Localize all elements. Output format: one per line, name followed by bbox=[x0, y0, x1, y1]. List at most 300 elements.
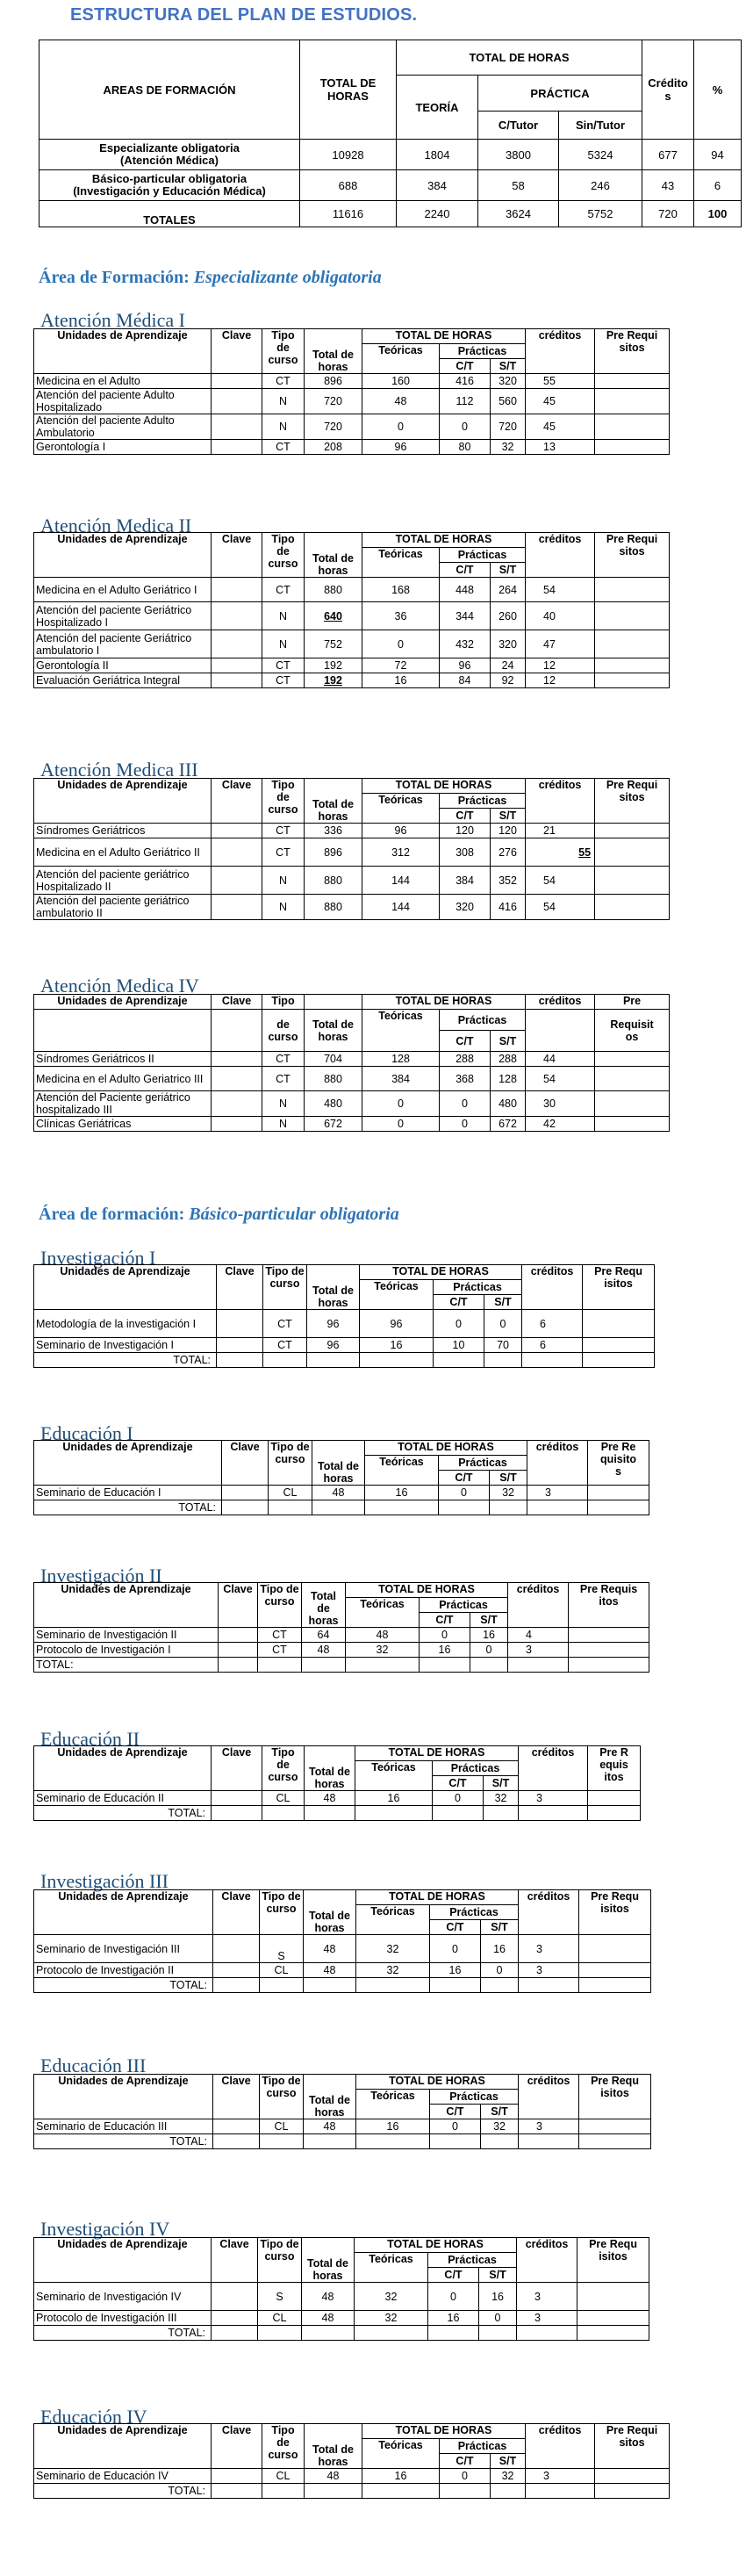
totals-row bbox=[34, 1978, 651, 1993]
clave-cell bbox=[212, 630, 262, 658]
creditos-cell: 3 bbox=[508, 1643, 569, 1658]
total-cell: 208 bbox=[305, 440, 362, 455]
tipo-cell: CT bbox=[262, 440, 305, 455]
header-clave: Clave bbox=[212, 779, 262, 824]
st-cell: 560 bbox=[491, 389, 526, 414]
header-clave: Clave bbox=[217, 1265, 263, 1310]
unit-name: Medicina en el Adulto bbox=[34, 374, 212, 389]
table-row bbox=[34, 1963, 651, 1978]
totals-row bbox=[34, 2484, 670, 2499]
tipo-cell: CL bbox=[269, 1486, 312, 1500]
header-pre: Pre Requisitos bbox=[595, 779, 670, 824]
unit-name: Atención del paciente Geriátrico Hospitalizado I bbox=[34, 602, 212, 630]
header-practicas: Prácticas bbox=[439, 1456, 527, 1471]
tipo-cell: CT bbox=[258, 1628, 302, 1643]
unit-name: Síndromes Geriátricos II bbox=[34, 1052, 212, 1067]
prerequisitos-cell bbox=[595, 602, 670, 630]
header-total: Total de horas bbox=[304, 1890, 356, 1935]
summary-cell-creditos: 677 bbox=[642, 140, 694, 170]
unit-name: Seminario de Investigación IV bbox=[34, 2283, 212, 2311]
totals-cell bbox=[434, 1353, 484, 1368]
header-pre: Pre Requisitos bbox=[595, 329, 670, 374]
prerequisitos-cell bbox=[595, 440, 670, 455]
totals-cell bbox=[588, 1500, 649, 1515]
clave-cell bbox=[212, 867, 262, 895]
tipo-cell: CT bbox=[263, 1338, 307, 1353]
ct-cell: 0 bbox=[440, 1091, 491, 1117]
summary-table bbox=[39, 40, 742, 227]
st-cell: 260 bbox=[491, 602, 526, 630]
header-creditos: créditos bbox=[508, 1583, 569, 1628]
table-row bbox=[34, 1935, 651, 1963]
totals-cell bbox=[302, 1658, 346, 1673]
unit-name: Protocolo de Investigación I bbox=[34, 1643, 219, 1658]
st-cell: 0 bbox=[481, 1963, 519, 1978]
header-st: S/T bbox=[479, 2268, 517, 2283]
teoricas-cell: 48 bbox=[362, 389, 440, 414]
header-clave: Clave bbox=[212, 2238, 258, 2283]
header-total-horas: TOTAL DE HORAS bbox=[356, 1890, 519, 1905]
clave-cell bbox=[212, 1067, 262, 1091]
header-st: S/T bbox=[470, 1613, 508, 1628]
summary-cell-area: Especializante obligatoria (Atención Médica) bbox=[39, 140, 300, 170]
st-cell: 352 bbox=[491, 867, 526, 895]
section-title: Educación I bbox=[40, 1422, 133, 1444]
summary-cell-ct: 58 bbox=[478, 170, 559, 201]
teoricas-cell: 0 bbox=[362, 1091, 440, 1117]
header-clave: Clave bbox=[213, 1890, 260, 1935]
table-row bbox=[34, 630, 670, 658]
header-pre: Pre Requisitos bbox=[579, 1890, 651, 1935]
header-total-horas: TOTAL DE HORAS bbox=[360, 1265, 522, 1280]
section-title: Investigación IV bbox=[40, 2218, 170, 2240]
header-total: Total de horas bbox=[307, 1265, 360, 1310]
summary-cell-st: 246 bbox=[559, 170, 642, 201]
header-pre: Pre Requisitos bbox=[579, 2075, 651, 2119]
header-clave: Clave bbox=[212, 533, 262, 578]
section-title: Investigación II bbox=[40, 1565, 162, 1587]
creditos-cell: 55 bbox=[526, 374, 595, 389]
tipo-cell: N bbox=[262, 630, 305, 658]
summary-row bbox=[39, 201, 742, 227]
ct-cell: 448 bbox=[440, 578, 491, 602]
teoricas-cell: 96 bbox=[362, 824, 440, 838]
ct-cell: 320 bbox=[440, 895, 491, 920]
creditos-cell: 3 bbox=[519, 1935, 579, 1963]
prerequisitos-cell bbox=[579, 1935, 651, 1963]
header-total-horas: TOTAL DE HORAS bbox=[362, 779, 526, 794]
tipo-cell: CL bbox=[260, 1963, 304, 1978]
teoricas-cell: 32 bbox=[355, 2311, 428, 2326]
table-row bbox=[34, 895, 670, 920]
header-clave: Clave bbox=[212, 329, 262, 374]
total-cell: 192 bbox=[305, 658, 362, 673]
unit-name: Seminario de Investigación I bbox=[34, 1338, 217, 1353]
st-cell: 720 bbox=[491, 414, 526, 440]
ct-cell: 432 bbox=[440, 630, 491, 658]
header-practicas: Prácticas bbox=[428, 2253, 517, 2268]
totals-cell bbox=[470, 1658, 508, 1673]
clave-cell bbox=[219, 1628, 258, 1643]
st-cell: 276 bbox=[491, 838, 526, 867]
prerequisitos-cell bbox=[579, 2119, 651, 2134]
total-cell: 48 bbox=[302, 2311, 355, 2326]
clave-cell bbox=[222, 1486, 269, 1500]
header-empty bbox=[305, 995, 362, 1010]
total-cell: 48 bbox=[302, 1643, 346, 1658]
header-teoricas: Teóricas bbox=[360, 1280, 434, 1310]
totals-cell bbox=[260, 1978, 304, 1993]
creditos-cell: 3 bbox=[519, 1963, 579, 1978]
table-row bbox=[34, 1117, 670, 1132]
header-tipo: Tipo de curso bbox=[262, 329, 305, 374]
totals-cell bbox=[355, 2326, 428, 2341]
totals-cell bbox=[519, 2134, 579, 2149]
total-cell: 48 bbox=[305, 2469, 362, 2484]
totals-label: TOTAL: bbox=[34, 1353, 217, 1368]
summary-cell-area: Básico-particular obligatoria (Investigación y Educación Médica) bbox=[39, 170, 300, 201]
unit-table bbox=[33, 1889, 651, 1993]
unit-table bbox=[33, 1440, 649, 1515]
header-ct: C/T bbox=[440, 359, 491, 374]
totals-row bbox=[34, 1658, 649, 1673]
teoricas-cell: 384 bbox=[362, 1067, 440, 1091]
clave-cell bbox=[213, 1935, 260, 1963]
header-tipo: Tipo de curso bbox=[269, 1441, 312, 1486]
tipo-cell: CL bbox=[262, 2469, 305, 2484]
teoricas-cell: 32 bbox=[356, 1963, 430, 1978]
header-clave: Clave bbox=[213, 2075, 260, 2119]
teoricas-cell: 16 bbox=[360, 1338, 434, 1353]
tipo-cell: CL bbox=[258, 2311, 302, 2326]
totals-cell bbox=[260, 2134, 304, 2149]
st-cell: 320 bbox=[491, 374, 526, 389]
header-practicas: Prácticas bbox=[440, 1010, 526, 1031]
creditos-cell: 54 bbox=[526, 1067, 595, 1091]
header-total-horas: TOTAL DE HORAS bbox=[365, 1441, 527, 1456]
ct-cell: 0 bbox=[439, 1486, 490, 1500]
clave-cell bbox=[212, 1791, 262, 1806]
header-pre: Pre Requisitos bbox=[588, 1746, 641, 1791]
header-total-horas: TOTAL DE HORAS bbox=[362, 329, 526, 344]
creditos-cell: 47 bbox=[526, 630, 595, 658]
header-practicas: Prácticas bbox=[430, 2090, 519, 2105]
prerequisitos-cell bbox=[583, 1338, 655, 1353]
table-row bbox=[34, 1643, 649, 1658]
table-row bbox=[34, 867, 670, 895]
table-row bbox=[34, 1052, 670, 1067]
clave-cell bbox=[212, 1117, 262, 1132]
totals-row bbox=[34, 1353, 655, 1368]
creditos-cell: 3 bbox=[519, 2119, 579, 2134]
total-cell: 720 bbox=[305, 414, 362, 440]
header-creditos: créditos bbox=[519, 2075, 579, 2119]
unit-name: Atención del paciente geriátrico ambulatorio II bbox=[34, 895, 212, 920]
section-title: Investigación III bbox=[40, 1870, 169, 1892]
totals-cell bbox=[519, 1978, 579, 1993]
header-total: Total de horas bbox=[305, 329, 362, 374]
summary-cell-pct: 94 bbox=[694, 140, 742, 170]
table-row bbox=[34, 1791, 641, 1806]
area-title-basico: Área de formación: Básico-particular obligatoria bbox=[39, 1205, 399, 1224]
header-pre: Pre bbox=[595, 995, 670, 1010]
section-title: Atención Medica IV bbox=[40, 975, 199, 997]
section-title: Educación III bbox=[40, 2054, 147, 2076]
header-st: S/T bbox=[481, 2105, 519, 2119]
section-title: Atención Medica II bbox=[40, 514, 192, 536]
totals-cell bbox=[577, 2326, 649, 2341]
ct-cell: 84 bbox=[440, 673, 491, 688]
header-practicas: Prácticas bbox=[430, 1905, 519, 1920]
clave-cell bbox=[212, 2469, 262, 2484]
total-cell: 48 bbox=[304, 1963, 356, 1978]
header-sin-tutor: Sin/Tutor bbox=[559, 112, 642, 140]
clave-cell bbox=[212, 838, 262, 867]
totals-cell bbox=[484, 1353, 522, 1368]
totals-cell bbox=[526, 2484, 595, 2499]
header-total-horas-group: TOTAL DE HORAS bbox=[397, 40, 642, 76]
totals-cell bbox=[491, 2484, 526, 2499]
total-cell: 896 bbox=[305, 374, 362, 389]
totals-cell bbox=[360, 1353, 434, 1368]
prerequisitos-cell bbox=[595, 895, 670, 920]
st-cell: 0 bbox=[484, 1310, 522, 1338]
total-cell: 640 bbox=[305, 602, 362, 630]
summary-cell-teoria: 384 bbox=[397, 170, 478, 201]
header-st: S/T bbox=[484, 1295, 522, 1310]
teoricas-cell: 16 bbox=[355, 1791, 433, 1806]
total-cell: 96 bbox=[307, 1338, 360, 1353]
header-practicas: Prácticas bbox=[433, 1761, 519, 1776]
total-cell: 48 bbox=[304, 2119, 356, 2134]
header-creditos: créditos bbox=[526, 2424, 595, 2469]
totals-cell bbox=[312, 1500, 365, 1515]
table-row bbox=[34, 1091, 670, 1117]
clave-cell bbox=[212, 578, 262, 602]
totals-cell bbox=[433, 1806, 484, 1821]
clave-cell bbox=[212, 1052, 262, 1067]
header-unidades: Unidades de Aprendizaje bbox=[34, 1583, 219, 1628]
st-cell: 92 bbox=[491, 673, 526, 688]
table-row bbox=[34, 1486, 649, 1500]
total-cell: 48 bbox=[302, 2283, 355, 2311]
summary-cell-creditos: 43 bbox=[642, 170, 694, 201]
header-practicas: Prácticas bbox=[440, 344, 526, 359]
totals-cell bbox=[579, 1978, 651, 1993]
totals-cell bbox=[346, 1658, 420, 1673]
teoricas-cell: 160 bbox=[362, 374, 440, 389]
totals-cell bbox=[595, 2484, 670, 2499]
tipo-cell: N bbox=[262, 602, 305, 630]
clave-cell bbox=[212, 414, 262, 440]
totals-cell bbox=[481, 1978, 519, 1993]
totals-cell bbox=[356, 2134, 430, 2149]
tipo-cell: CT bbox=[262, 374, 305, 389]
header-creditos: créditos bbox=[526, 329, 595, 374]
teoricas-cell: 32 bbox=[355, 2283, 428, 2311]
prerequisitos-cell bbox=[579, 1963, 651, 1978]
header-total-horas: TOTAL DE HORAS bbox=[355, 2238, 517, 2253]
prerequisitos-cell bbox=[577, 2311, 649, 2326]
st-cell: 264 bbox=[491, 578, 526, 602]
header-total: Total de horas bbox=[305, 2424, 362, 2469]
clave-cell bbox=[212, 673, 262, 688]
header-total: Total de horas bbox=[302, 1583, 346, 1628]
header-areas: AREAS DE FORMACIÓN bbox=[39, 40, 300, 140]
header-teoricas: Teóricas bbox=[356, 2090, 430, 2119]
tipo-cell: N bbox=[262, 867, 305, 895]
unit-name: Seminario de Educación IV bbox=[34, 2469, 212, 2484]
creditos-cell: 12 bbox=[526, 658, 595, 673]
unit-name: Evaluación Geriátrica Integral bbox=[34, 673, 212, 688]
st-cell: 672 bbox=[491, 1117, 526, 1132]
clave-cell bbox=[217, 1310, 263, 1338]
totals-cell bbox=[262, 2484, 305, 2499]
ct-cell: 288 bbox=[440, 1052, 491, 1067]
header-total: Total de horas bbox=[305, 533, 362, 578]
clave-cell bbox=[217, 1338, 263, 1353]
unit-table bbox=[33, 2074, 651, 2149]
area-title-especializante: Área de Formación: Especializante obligatoria bbox=[39, 268, 382, 287]
header-teoricas: Teóricas bbox=[362, 548, 440, 578]
tipo-cell: CT bbox=[262, 838, 305, 867]
tipo-cell: N bbox=[262, 895, 305, 920]
header-st: S/T bbox=[491, 809, 526, 824]
header-ct: C/T bbox=[440, 809, 491, 824]
unit-name: Seminario de Educación II bbox=[34, 1791, 212, 1806]
unit-name: Medicina en el Adulto Geriátrico I bbox=[34, 578, 212, 602]
totals-cell bbox=[362, 2484, 440, 2499]
total-cell: 880 bbox=[305, 867, 362, 895]
creditos-cell: 54 bbox=[526, 578, 595, 602]
totals-cell bbox=[217, 1353, 263, 1368]
prerequisitos-cell bbox=[595, 374, 670, 389]
prerequisitos-cell bbox=[595, 1091, 670, 1117]
totals-label: TOTAL: bbox=[34, 1806, 212, 1821]
total-cell: 96 bbox=[307, 1310, 360, 1338]
creditos-cell: 54 bbox=[526, 867, 595, 895]
totals-cell bbox=[479, 2326, 517, 2341]
prerequisitos-cell bbox=[595, 1117, 670, 1132]
header-tipo: Tipo de curso bbox=[262, 779, 305, 824]
header-pre: Pre Requisitos bbox=[569, 1583, 649, 1628]
unit-table bbox=[33, 328, 670, 455]
header-total: Total de horas bbox=[304, 2075, 356, 2119]
tipo-cell: CT bbox=[258, 1643, 302, 1658]
header-tipo-rest: de curso bbox=[262, 1010, 305, 1052]
clave-cell bbox=[212, 374, 262, 389]
teoricas-cell: 128 bbox=[362, 1052, 440, 1067]
header-pre: Pre Requisitos bbox=[595, 2424, 670, 2469]
unit-table bbox=[33, 1582, 649, 1673]
header-total: Total de horas bbox=[312, 1441, 365, 1486]
header-tipo: Tipo de curso bbox=[263, 1265, 307, 1310]
creditos-cell: 4 bbox=[508, 1628, 569, 1643]
header-teoricas: Teóricas bbox=[362, 344, 440, 374]
total-cell: 48 bbox=[312, 1486, 365, 1500]
table-row bbox=[34, 673, 670, 688]
page-title: ESTRUCTURA DEL PLAN DE ESTUDIOS. bbox=[70, 5, 418, 25]
section-title: Atención Médica I bbox=[40, 309, 185, 331]
totals-cell bbox=[307, 1353, 360, 1368]
header-teoricas: Teóricas bbox=[362, 2439, 440, 2469]
totals-label: TOTAL: bbox=[34, 2484, 212, 2499]
ct-cell: 16 bbox=[428, 2311, 479, 2326]
unit-name: Gerontología I bbox=[34, 440, 212, 455]
header-creditos: créditos bbox=[517, 2238, 577, 2283]
ct-cell: 16 bbox=[430, 1963, 481, 1978]
header-creditos: créditos bbox=[519, 1890, 579, 1935]
unit-name: Seminario de Investigación II bbox=[34, 1628, 219, 1643]
section-title: Atención Medica III bbox=[40, 759, 198, 781]
table-row bbox=[34, 2311, 649, 2326]
tipo-cell: N bbox=[262, 1117, 305, 1132]
ct-cell: 416 bbox=[440, 374, 491, 389]
totals-cell bbox=[583, 1353, 655, 1368]
total-cell: 480 bbox=[305, 1091, 362, 1117]
header-total-horas: TOTAL DE HORAS bbox=[346, 1583, 508, 1598]
totals-cell bbox=[213, 2134, 260, 2149]
prerequisitos-cell bbox=[595, 824, 670, 838]
tipo-cell: CL bbox=[260, 2119, 304, 2134]
totals-cell bbox=[439, 1500, 490, 1515]
tipo-cell: CT bbox=[262, 658, 305, 673]
teoricas-cell: 144 bbox=[362, 895, 440, 920]
summary-cell-teoria: 1804 bbox=[397, 140, 478, 170]
header-pre: Pre Requisitos bbox=[588, 1441, 649, 1486]
tipo-cell: N bbox=[262, 414, 305, 440]
totals-label: TOTAL: bbox=[34, 1978, 213, 1993]
header-ct: C/T bbox=[433, 1776, 484, 1791]
prerequisitos-cell bbox=[595, 1052, 670, 1067]
ct-cell: 0 bbox=[428, 2283, 479, 2311]
header-pre: Pre Requisitos bbox=[583, 1265, 655, 1310]
header-creditos: créditos bbox=[526, 779, 595, 824]
prerequisitos-cell bbox=[595, 389, 670, 414]
total-cell: 704 bbox=[305, 1052, 362, 1067]
st-cell: 0 bbox=[470, 1643, 508, 1658]
totals-cell bbox=[356, 1978, 430, 1993]
teoricas-cell: 96 bbox=[360, 1310, 434, 1338]
header-empty bbox=[526, 1010, 595, 1052]
table-row bbox=[34, 578, 670, 602]
st-cell: 128 bbox=[491, 1067, 526, 1091]
header-st: S/T bbox=[491, 563, 526, 578]
table-row bbox=[34, 602, 670, 630]
totals-cell bbox=[304, 1978, 356, 1993]
creditos-cell: 30 bbox=[526, 1091, 595, 1117]
creditos-cell: 3 bbox=[517, 2311, 577, 2326]
total-cell: 192 bbox=[305, 673, 362, 688]
totals-cell bbox=[213, 1978, 260, 1993]
header-ct: C/T bbox=[440, 563, 491, 578]
teoricas-cell: 312 bbox=[362, 838, 440, 867]
creditos-cell: 54 bbox=[526, 895, 595, 920]
teoricas-cell: 16 bbox=[356, 2119, 430, 2134]
unit-name: Síndromes Geriátricos bbox=[34, 824, 212, 838]
header-unidades: Unidades de Aprendizaje bbox=[34, 779, 212, 824]
prerequisitos-cell bbox=[588, 1791, 641, 1806]
header-teoricas: Teóricas bbox=[355, 2253, 428, 2283]
header-practicas: Prácticas bbox=[420, 1598, 508, 1613]
header-practicas: Prácticas bbox=[440, 548, 526, 563]
summary-row bbox=[39, 140, 742, 170]
total-cell: 64 bbox=[302, 1628, 346, 1643]
tipo-cell: CT bbox=[263, 1310, 307, 1338]
header-teoricas: Teóricas bbox=[362, 1010, 440, 1052]
creditos-cell: 45 bbox=[526, 389, 595, 414]
teoricas-cell: 32 bbox=[356, 1935, 430, 1963]
